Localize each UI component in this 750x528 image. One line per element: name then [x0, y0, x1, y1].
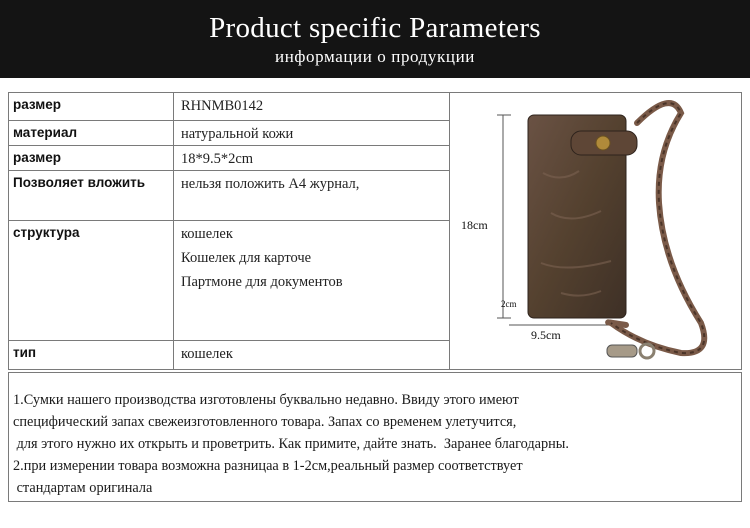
spec-value-line: нельзя положить А4 журнал, [181, 176, 360, 192]
product-photo [451, 93, 742, 369]
spec-value-line: натуральной кожи [181, 126, 294, 142]
spec-label: размер [9, 146, 174, 170]
height-label: 18cm [461, 218, 488, 232]
spec-value [175, 93, 450, 120]
spec-value-line: Кошелек для карточе [181, 250, 312, 266]
spec-value-line: кошелек [181, 226, 233, 242]
spec-value-line: RHNMB0142 [181, 98, 264, 114]
depth-label: 2cm [501, 299, 517, 309]
note-line: 2.при измерении товара возможна разницаа в 1-2см,реальный размер соответствует [13, 458, 523, 474]
spec-label: материал [9, 121, 174, 145]
wallet-illustration [451, 93, 742, 369]
spec-value [175, 146, 450, 170]
spec-label: тип [9, 341, 174, 369]
note-line: стандартам оригинала [13, 480, 153, 496]
clasp-icon [607, 345, 637, 357]
page-subtitle: информации о продукции [275, 47, 475, 66]
spec-value-line: 18*9.5*2cm [181, 151, 254, 167]
header-banner [0, 0, 750, 78]
spec-value [175, 221, 450, 340]
spec-row-capacity [9, 171, 450, 221]
spec-label: Позволяет вложить [9, 171, 174, 220]
spec-row-structure [9, 221, 450, 341]
spec-value [175, 341, 450, 369]
note-line: 1.Сумки нашего производства изготовлены буквально недавно. Ввиду этого имеют [13, 392, 519, 408]
note-line: для этого нужно их открыть и проветрить. Как примите, дайте знать. Заранее благодарны. [13, 436, 569, 452]
rivet-icon [596, 136, 610, 150]
spec-label: размер [9, 93, 174, 120]
spec-value-line: кошелек [181, 346, 233, 362]
spec-section [8, 92, 742, 370]
page-title: Product specific Parameters [209, 12, 541, 44]
spec-row-dimensions [9, 146, 450, 171]
spec-label: структура [9, 221, 174, 340]
spec-row-size [9, 93, 450, 121]
spec-row-type [9, 341, 450, 369]
spec-value [175, 171, 450, 220]
notes-section [8, 372, 742, 502]
spec-value-line: Партмоне для документов [181, 274, 343, 290]
spec-value [175, 121, 450, 145]
note-line: специфический запах свежеизготовленного товара. Запах со временем улетучится, [13, 414, 517, 430]
width-label: 9.5cm [531, 328, 561, 342]
spec-table [9, 93, 450, 369]
spec-row-material [9, 121, 450, 146]
